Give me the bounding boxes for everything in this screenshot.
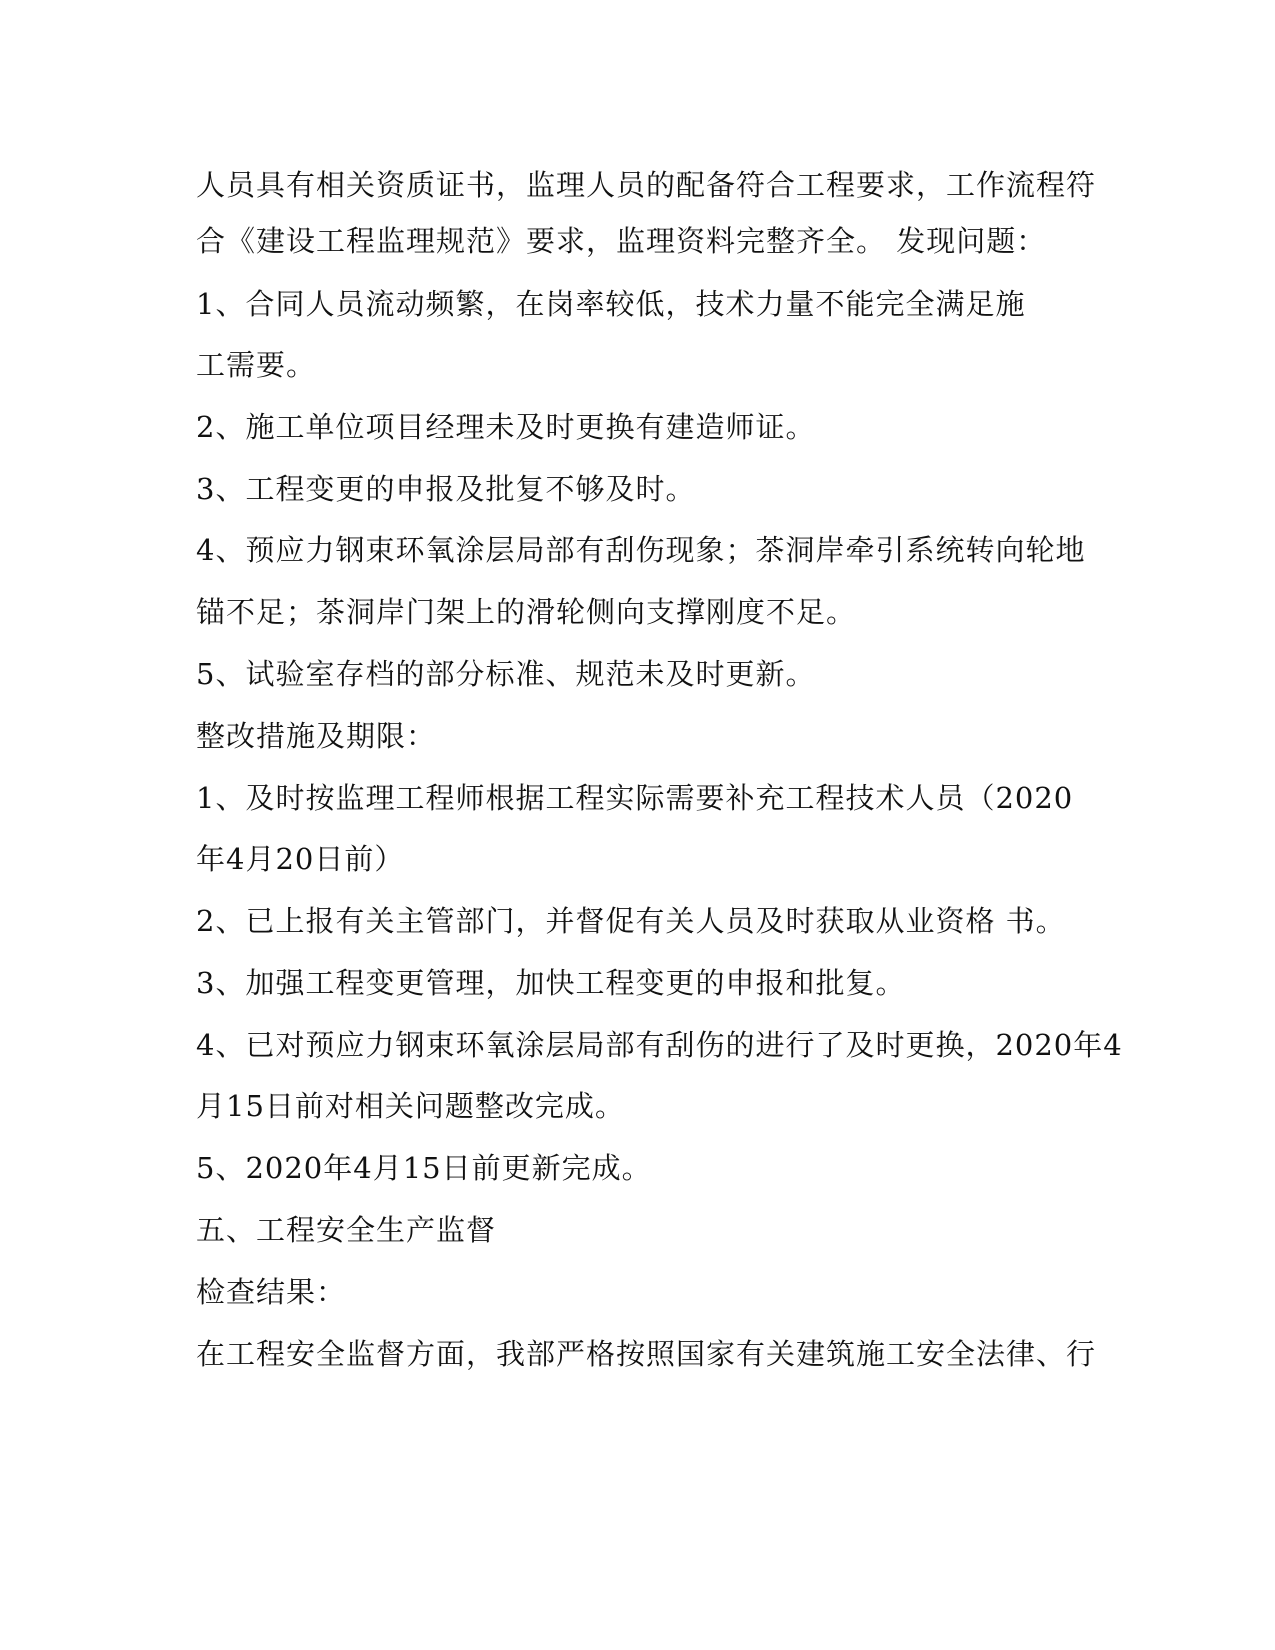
- section-heading: 五、工程安全生产监督: [196, 1213, 497, 1247]
- text-line: 5、试验室存档的部分标准、规范未及时更新。: [196, 657, 816, 691]
- text-line: 5、2020年4月15日前更新完成。: [196, 1151, 652, 1185]
- text-line: 4、已对预应力钢束环氧涂层局部有刮伤的进行了及时更换，2020年4: [196, 1028, 1123, 1062]
- text-line: 1、及时按监理工程师根据工程实际需要补充工程技术人员（2020: [196, 781, 1074, 815]
- text-line: 1、合同人员流动频繁，在岗率较低，技术力量不能完全满足施: [196, 287, 1026, 321]
- section-heading: 整改措施及期限：: [196, 719, 437, 753]
- text-line: 2、施工单位项目经理未及时更换有建造师证。: [196, 410, 816, 444]
- text-line: 4、预应力钢束环氧涂层局部有刮伤现象；茶洞岸牵引系统转向轮地: [196, 533, 1086, 567]
- text-line: 2、已上报有关主管部门，并督促有关人员及时获取从业资格 书。: [196, 904, 1066, 938]
- text-line: 3、加强工程变更管理，加快工程变更的申报和批复。: [196, 966, 906, 1000]
- text-line: 在工程安全监督方面，我部严格按照国家有关建筑施工安全法律、行: [196, 1337, 1097, 1371]
- text-line: 人员具有相关资质证书，监理人员的配备符合工程要求，工作流程符: [196, 168, 1097, 202]
- section-heading: 检查结果：: [196, 1275, 347, 1309]
- text-line: 工需要。: [196, 348, 317, 382]
- text-line: 3、工程变更的申报及批复不够及时。: [196, 472, 696, 506]
- text-line: 月15日前对相关问题整改完成。: [196, 1089, 625, 1123]
- text-line: 年4月20日前）: [196, 842, 405, 876]
- text-line: 锚不足；茶洞岸门架上的滑轮侧向支撑刚度不足。: [196, 595, 857, 629]
- text-line: 合《建设工程监理规范》要求，监理资料完整齐全。 发现问题：: [196, 224, 1047, 258]
